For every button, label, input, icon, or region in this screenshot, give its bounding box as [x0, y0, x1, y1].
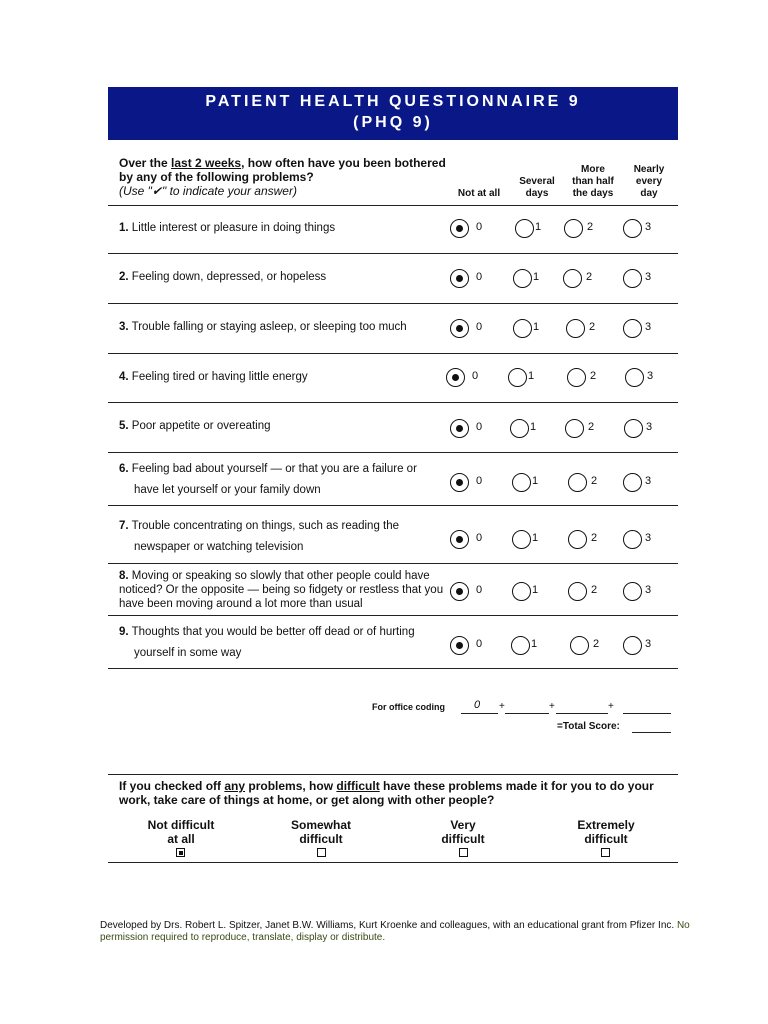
- coding-blank[interactable]: [505, 713, 549, 714]
- radio-score-label: 3: [645, 584, 652, 596]
- difficulty-option-not-difficult: Not difficult at all: [147, 818, 215, 846]
- checkbox-extremely-difficult[interactable]: [601, 848, 610, 857]
- radio-q9-option-3[interactable]: [623, 636, 642, 655]
- radio-q3-option-2[interactable]: [566, 319, 585, 338]
- radio-q4-option-1[interactable]: [508, 368, 527, 387]
- plus-sign: +: [608, 701, 614, 712]
- checkbox-somewhat-difficult[interactable]: [317, 848, 326, 857]
- divider: [108, 402, 678, 403]
- radio-q6-option-3[interactable]: [623, 473, 642, 492]
- radio-score-label: 3: [647, 370, 654, 382]
- coding-blank[interactable]: [623, 713, 671, 714]
- radio-score-label: 0: [476, 271, 483, 283]
- total-score-label: =Total Score:: [557, 721, 620, 732]
- radio-q2-option-0[interactable]: [450, 269, 469, 288]
- radio-q7-option-3[interactable]: [623, 530, 642, 549]
- divider: [108, 253, 678, 254]
- plus-sign: +: [549, 701, 555, 712]
- radio-score-label: 2: [587, 221, 594, 233]
- radio-score-label: 3: [645, 475, 652, 487]
- radio-score-label: 2: [588, 421, 595, 433]
- intro-suffix: , how often have you been bothered by any of the following problems?: [119, 156, 446, 184]
- radio-q5-option-0[interactable]: [450, 419, 469, 438]
- checkbox-very-difficult[interactable]: [459, 848, 468, 857]
- radio-q5-option-1[interactable]: [510, 419, 529, 438]
- intro-prefix: Over the: [119, 156, 172, 170]
- radio-q7-option-0[interactable]: [450, 530, 469, 549]
- radio-score-label: 2: [593, 638, 600, 650]
- radio-score-label: 0: [476, 221, 483, 233]
- radio-q8-option-1[interactable]: [512, 582, 531, 601]
- radio-score-label: 2: [586, 271, 593, 283]
- radio-score-label: 2: [591, 532, 598, 544]
- coding-blank[interactable]: [556, 713, 608, 714]
- radio-q6-option-1[interactable]: [512, 473, 531, 492]
- radio-score-label: 1: [532, 584, 539, 596]
- radio-q5-option-3[interactable]: [624, 419, 643, 438]
- title-line-2: (PHQ 9): [353, 114, 433, 131]
- radio-score-label: 2: [591, 475, 598, 487]
- radio-score-label: 1: [528, 370, 535, 382]
- radio-q4-option-2[interactable]: [567, 368, 586, 387]
- footer-credit: Developed by Drs. Robert L. Spitzer, Janet B.W. Williams, Kurt Kroenke and colleagues, with an educational grant from Pfizer Inc. No permission required to reproduce, translate, display or distribute.: [100, 920, 690, 943]
- difficulty-option-very: Very difficult: [441, 818, 485, 846]
- radio-score-label: 0: [476, 475, 483, 487]
- question-6: 6. Feeling bad about yourself — or that you are a failure or have let yourself or your family down: [119, 463, 417, 496]
- checkbox-not-difficult[interactable]: [176, 848, 185, 857]
- radio-q8-option-2[interactable]: [568, 582, 587, 601]
- divider: [108, 505, 678, 506]
- radio-q2-option-2[interactable]: [563, 269, 582, 288]
- divider: [108, 303, 678, 304]
- question-8: 8. Moving or speaking so slowly that other people could have noticed? Or the opposite — being so fidgety or restless that you have been moving around a lot more than usual: [119, 570, 444, 610]
- instructions: [119, 156, 459, 198]
- radio-q5-option-2[interactable]: [565, 419, 584, 438]
- intro-hint: (Use "✔" to indicate your answer): [119, 184, 297, 198]
- radio-score-label: 2: [589, 321, 596, 333]
- radio-score-label: 0: [476, 421, 483, 433]
- radio-q8-option-3[interactable]: [623, 582, 642, 601]
- radio-q8-option-0[interactable]: [450, 582, 469, 601]
- column-header-nearly-every-day: Nearly every day: [633, 164, 665, 199]
- radio-score-label: 2: [590, 370, 597, 382]
- radio-score-label: 0: [472, 370, 479, 382]
- radio-q6-option-0[interactable]: [450, 473, 469, 492]
- difficulty-option-somewhat: Somewhat difficult: [290, 818, 351, 846]
- total-score-blank[interactable]: [632, 732, 671, 733]
- radio-q9-option-0[interactable]: [450, 636, 469, 655]
- radio-q1-option-1[interactable]: [515, 219, 534, 238]
- radio-q2-option-3[interactable]: [623, 269, 642, 288]
- office-coding-label: For office coding: [372, 702, 445, 712]
- radio-q2-option-1[interactable]: [513, 269, 532, 288]
- title-line-1: PATIENT HEALTH QUESTIONNAIRE 9: [205, 93, 581, 110]
- coding-first-value[interactable]: 0: [474, 699, 481, 711]
- radio-score-label: 3: [645, 221, 652, 233]
- divider: [108, 205, 678, 206]
- column-header-several-days: Several days: [519, 176, 555, 199]
- radio-score-label: 0: [476, 532, 483, 544]
- difficulty-question: If you checked off any problems, how difficult have these problems made it for you to do your work, take care of things at home, or get along with other people?: [119, 779, 654, 807]
- radio-score-label: 1: [530, 421, 537, 433]
- radio-score-label: 0: [476, 321, 483, 333]
- radio-score-label: 3: [645, 638, 652, 650]
- question-7: 7. Trouble concentrating on things, such as reading the newspaper or watching television: [119, 520, 400, 553]
- question-3: 3. Trouble falling or staying asleep, or sleeping too much: [119, 321, 407, 333]
- radio-score-label: 3: [646, 421, 653, 433]
- radio-q7-option-2[interactable]: [568, 530, 587, 549]
- radio-q3-option-1[interactable]: [513, 319, 532, 338]
- radio-q4-option-3[interactable]: [625, 368, 644, 387]
- column-header-not-at-all: Not at all: [457, 188, 501, 199]
- radio-q1-option-0[interactable]: [450, 219, 469, 238]
- radio-score-label: 3: [645, 321, 652, 333]
- radio-q1-option-2[interactable]: [564, 219, 583, 238]
- radio-q1-option-3[interactable]: [623, 219, 642, 238]
- divider: [108, 615, 678, 616]
- divider: [108, 353, 678, 354]
- title-banner: [108, 87, 678, 140]
- difficulty-option-extremely: Extremely difficult: [577, 818, 635, 846]
- radio-q7-option-1[interactable]: [512, 530, 531, 549]
- radio-score-label: 0: [476, 638, 483, 650]
- divider: [108, 668, 678, 669]
- radio-q3-option-0[interactable]: [450, 319, 469, 338]
- question-9: 9. Thoughts that you would be better off dead or of hurting yourself in some way: [119, 626, 415, 659]
- question-1: 1. Little interest or pleasure in doing things: [119, 222, 336, 234]
- intro-emphasis: last 2 weeks: [171, 156, 242, 170]
- radio-score-label: 1: [533, 321, 540, 333]
- radio-q4-option-0[interactable]: [446, 368, 465, 387]
- radio-score-label: 1: [531, 638, 538, 650]
- radio-score-label: 1: [532, 475, 539, 487]
- column-header-more-than-half: More than half the days: [572, 164, 614, 199]
- divider: [108, 563, 678, 564]
- radio-score-label: 3: [645, 271, 652, 283]
- radio-score-label: 0: [476, 584, 483, 596]
- radio-score-label: 1: [535, 221, 542, 233]
- divider: [108, 774, 678, 775]
- radio-score-label: 2: [591, 584, 598, 596]
- divider: [108, 452, 678, 453]
- radio-score-label: 1: [533, 271, 540, 283]
- divider: [108, 862, 678, 863]
- radio-q6-option-2[interactable]: [568, 473, 587, 492]
- plus-sign: +: [499, 701, 505, 712]
- question-2: 2. Feeling down, depressed, or hopeless: [119, 271, 327, 283]
- radio-score-label: 1: [532, 532, 539, 544]
- radio-q3-option-3[interactable]: [623, 319, 642, 338]
- question-5: 5. Poor appetite or overeating: [119, 420, 271, 432]
- coding-blank: [461, 713, 498, 714]
- radio-q9-option-2[interactable]: [570, 636, 589, 655]
- radio-score-label: 3: [645, 532, 652, 544]
- question-4: 4. Feeling tired or having little energy: [119, 371, 308, 383]
- radio-q9-option-1[interactable]: [511, 636, 530, 655]
